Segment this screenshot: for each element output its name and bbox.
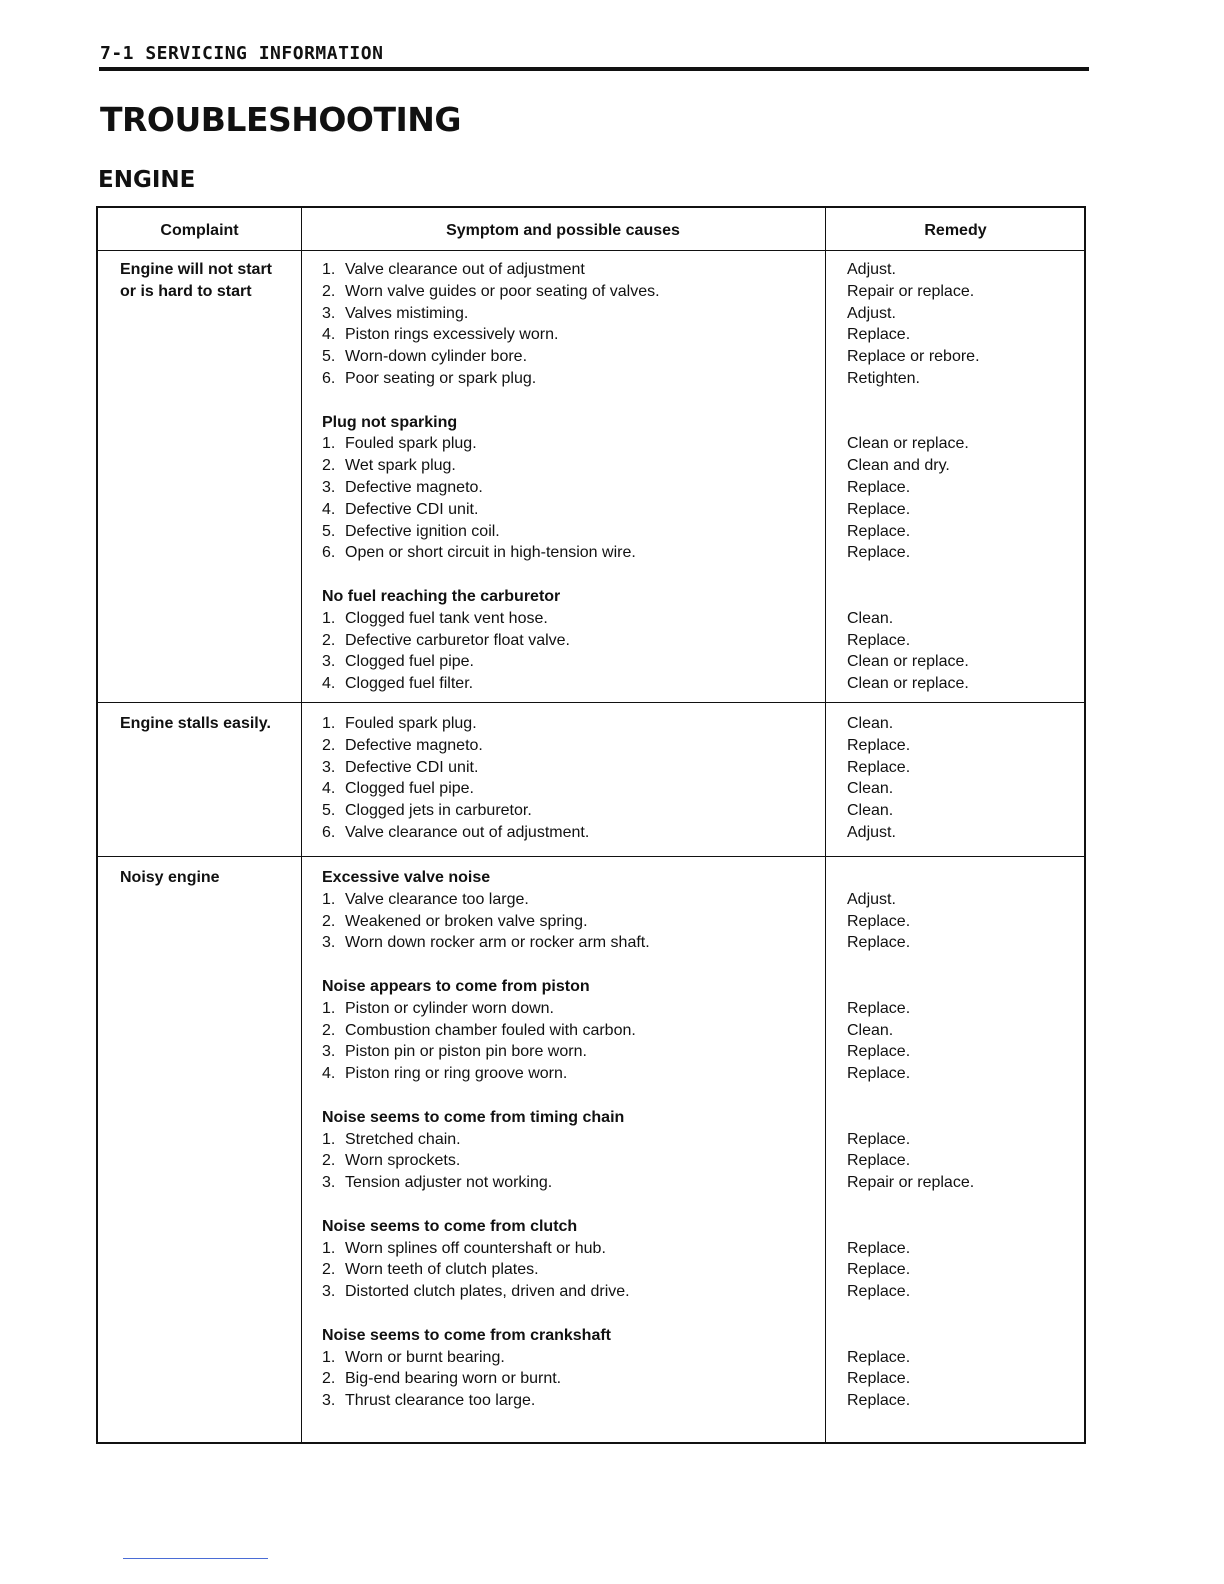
cause-text: Defective ignition coil. bbox=[345, 522, 500, 540]
remedy-list bbox=[847, 867, 1077, 1412]
item-number: 6. bbox=[322, 544, 336, 562]
section-title: ENGINE bbox=[98, 167, 196, 193]
item-number: 3. bbox=[322, 1392, 336, 1410]
remedy-text: Adjust. bbox=[847, 261, 896, 278]
remedy-text: Replace. bbox=[847, 1261, 911, 1279]
item-number: 3. bbox=[322, 304, 336, 322]
remedy-text: Replace. bbox=[847, 1130, 911, 1148]
list-item bbox=[322, 1020, 832, 1042]
cause-text: Stretched chain. bbox=[345, 1130, 461, 1148]
item-number: 4. bbox=[322, 780, 336, 798]
cause-text: Valve clearance out of adjustment bbox=[345, 261, 585, 278]
item-number: 2. bbox=[322, 1261, 336, 1279]
symptom-list bbox=[322, 867, 832, 1412]
remedy-list bbox=[847, 259, 1077, 695]
item-number: 3. bbox=[322, 478, 336, 496]
item-number: 5. bbox=[322, 522, 336, 540]
remedy-spacer bbox=[847, 1325, 1077, 1347]
item-number: 3. bbox=[322, 1043, 336, 1061]
list-item bbox=[322, 499, 832, 521]
cause-text: Valve clearance too large. bbox=[345, 890, 529, 908]
item-number: 2. bbox=[322, 912, 336, 930]
remedy-text: Replace. bbox=[847, 1348, 911, 1366]
list-item bbox=[322, 778, 832, 800]
cause-text: Worn valve guides or poor seating of valves. bbox=[345, 282, 660, 300]
column-header-remedy: Remedy bbox=[924, 222, 987, 239]
spacer bbox=[322, 1085, 832, 1107]
symptom-list bbox=[322, 713, 832, 844]
complaint-text: Engine stalls easily. bbox=[120, 715, 271, 732]
cause-text: Piston rings excessively worn. bbox=[345, 326, 559, 344]
remedy-spacer bbox=[847, 954, 1077, 976]
section-header-label: 7-1 SERVICING INFORMATION bbox=[100, 43, 384, 64]
remedy-text: Retighten. bbox=[847, 369, 920, 387]
list-item bbox=[322, 1172, 832, 1194]
item-number: 1. bbox=[322, 609, 336, 627]
remedy-text: Replace. bbox=[847, 326, 911, 344]
list-item bbox=[322, 1390, 832, 1412]
remedy-text: Replace. bbox=[847, 1065, 911, 1083]
cause-text: Weakened or broken valve spring. bbox=[345, 912, 588, 930]
item-number: 5. bbox=[322, 802, 336, 820]
item-number: 3. bbox=[322, 1174, 336, 1192]
remedy-text: Replace. bbox=[847, 1239, 911, 1257]
cause-text: Defective magneto. bbox=[345, 736, 483, 754]
header-divider bbox=[98, 250, 1084, 251]
remedy-spacer bbox=[847, 412, 1077, 434]
list-item bbox=[322, 259, 832, 281]
list-item bbox=[322, 368, 832, 390]
list-item bbox=[322, 1281, 832, 1303]
cause-text: Piston pin or piston pin bore worn. bbox=[345, 1043, 587, 1061]
remedy-text: Clean or replace. bbox=[847, 653, 969, 671]
list-item bbox=[322, 800, 832, 822]
item-number: 2. bbox=[322, 1370, 336, 1388]
page-title: TROUBLESHOOTING bbox=[100, 100, 461, 139]
remedy-text: Replace. bbox=[847, 999, 911, 1017]
cause-text: Distorted clutch plates, driven and drive. bbox=[345, 1283, 630, 1301]
remedy-text: Clean. bbox=[847, 1021, 894, 1039]
remedy-text: Clean. bbox=[847, 802, 894, 820]
row-divider bbox=[98, 702, 1084, 703]
list-item bbox=[322, 1238, 832, 1260]
list-item bbox=[322, 1041, 832, 1063]
remedy-spacer bbox=[847, 1194, 1077, 1216]
symptom-group-heading: No fuel reaching the carburetor bbox=[322, 587, 561, 605]
cause-text: Worn down rocker arm or rocker arm shaft. bbox=[345, 934, 650, 952]
cause-text: Worn teeth of clutch plates. bbox=[345, 1261, 539, 1279]
item-number: 1. bbox=[322, 1130, 336, 1148]
remedy-spacer bbox=[847, 390, 1077, 412]
remedy-text: Replace. bbox=[847, 544, 911, 562]
list-item bbox=[322, 630, 832, 652]
cause-text: Defective CDI unit. bbox=[345, 500, 479, 518]
list-item bbox=[322, 324, 832, 346]
list-item bbox=[322, 346, 832, 368]
remedy-text: Replace. bbox=[847, 1370, 911, 1388]
spacer bbox=[322, 1303, 832, 1325]
remedy-list bbox=[847, 713, 1077, 844]
cause-text: Valve clearance out of adjustment. bbox=[345, 823, 590, 841]
remedy-text: Replace. bbox=[847, 1283, 911, 1301]
item-number: 2. bbox=[322, 1152, 336, 1170]
cause-text: Worn sprockets. bbox=[345, 1152, 461, 1170]
remedy-text: Clean. bbox=[847, 780, 894, 798]
remedy-text: Replace. bbox=[847, 1152, 911, 1170]
complaint-text: Noisy engine bbox=[120, 869, 220, 886]
cause-text: Combustion chamber fouled with carbon. bbox=[345, 1021, 636, 1039]
item-number: 1. bbox=[322, 890, 336, 908]
complaint-text: Engine will not start or is hard to start bbox=[120, 261, 273, 300]
remedy-text: Adjust. bbox=[847, 304, 896, 322]
cause-text: Fouled spark plug. bbox=[345, 715, 477, 732]
header-rule bbox=[99, 67, 1089, 71]
item-number: 1. bbox=[322, 435, 336, 453]
cause-text: Big-end bearing worn or burnt. bbox=[345, 1370, 562, 1388]
item-number: 4. bbox=[322, 1065, 336, 1083]
spacer bbox=[322, 1194, 832, 1216]
remedy-text: Replace. bbox=[847, 522, 911, 540]
list-item bbox=[322, 713, 832, 735]
spacer bbox=[322, 390, 832, 412]
item-number: 1. bbox=[322, 1239, 336, 1257]
cause-text: Defective CDI unit. bbox=[345, 758, 479, 776]
cause-text: Valves mistiming. bbox=[345, 304, 469, 322]
cause-text: Clogged jets in carburetor. bbox=[345, 802, 532, 820]
list-item bbox=[322, 889, 832, 911]
item-number: 5. bbox=[322, 348, 336, 366]
cause-text: Defective magneto. bbox=[345, 478, 483, 496]
list-item bbox=[322, 521, 832, 543]
cause-text: Defective carburetor float valve. bbox=[345, 631, 570, 649]
item-number: 6. bbox=[322, 823, 336, 841]
list-item bbox=[322, 1368, 832, 1390]
cause-text: Thrust clearance too large. bbox=[345, 1392, 536, 1410]
list-item bbox=[322, 281, 832, 303]
item-number: 2. bbox=[322, 282, 336, 300]
list-item bbox=[322, 735, 832, 757]
item-number: 4. bbox=[322, 675, 336, 693]
list-item bbox=[322, 673, 832, 695]
cause-text: Tension adjuster not working. bbox=[345, 1174, 553, 1192]
list-item bbox=[322, 608, 832, 630]
cause-text: Clogged fuel pipe. bbox=[345, 653, 474, 671]
remedy-text: Replace. bbox=[847, 758, 911, 776]
list-item bbox=[322, 998, 832, 1020]
item-number: 3. bbox=[322, 934, 336, 952]
row-divider bbox=[98, 856, 1084, 857]
symptom-list bbox=[322, 259, 832, 695]
remedy-text: Adjust. bbox=[847, 890, 896, 908]
cause-text: Piston ring or ring groove worn. bbox=[345, 1065, 568, 1083]
symptom-group-heading: Excessive valve noise bbox=[322, 869, 491, 886]
cause-text: Open or short circuit in high-tension wire. bbox=[345, 544, 636, 562]
footer-rule bbox=[123, 1558, 268, 1559]
item-number: 6. bbox=[322, 369, 336, 387]
list-item bbox=[322, 1150, 832, 1172]
spacer bbox=[322, 954, 832, 976]
remedy-text: Replace. bbox=[847, 500, 911, 518]
item-number: 4. bbox=[322, 500, 336, 518]
remedy-spacer bbox=[847, 564, 1077, 586]
list-item bbox=[322, 1063, 832, 1085]
list-item bbox=[322, 757, 832, 779]
remedy-spacer bbox=[847, 1085, 1077, 1107]
remedy-text: Adjust. bbox=[847, 823, 896, 841]
list-item bbox=[322, 1129, 832, 1151]
cause-text: Clogged fuel filter. bbox=[345, 675, 474, 693]
cause-text: Worn or burnt bearing. bbox=[345, 1348, 505, 1366]
remedy-text: Repair or replace. bbox=[847, 282, 975, 300]
remedy-text: Replace. bbox=[847, 934, 911, 952]
list-item bbox=[322, 303, 832, 325]
remedy-text: Repair or replace. bbox=[847, 1174, 975, 1192]
column-header-complaint: Complaint bbox=[160, 222, 239, 239]
list-item bbox=[322, 932, 832, 954]
list-item bbox=[322, 822, 832, 844]
remedy-text: Replace. bbox=[847, 631, 911, 649]
remedy-text: Replace. bbox=[847, 1043, 911, 1061]
item-number: 4. bbox=[322, 326, 336, 344]
item-number: 2. bbox=[322, 457, 336, 475]
item-number: 1. bbox=[322, 715, 336, 732]
list-item bbox=[322, 542, 832, 564]
cause-text: Worn splines off countershaft or hub. bbox=[345, 1239, 606, 1257]
troubleshooting-table bbox=[96, 206, 1086, 1444]
remedy-text: Clean or replace. bbox=[847, 675, 969, 693]
column-header-symptoms: Symptom and possible causes bbox=[446, 222, 680, 239]
cause-text: Fouled spark plug. bbox=[345, 435, 477, 453]
symptom-group-heading: Noise seems to come from timing chain bbox=[322, 1108, 625, 1126]
remedy-text: Replace. bbox=[847, 1392, 911, 1410]
cause-text: Poor seating or spark plug. bbox=[345, 369, 537, 387]
symptom-group-heading: Plug not sparking bbox=[322, 413, 458, 431]
list-item bbox=[322, 455, 832, 477]
remedy-text: Replace. bbox=[847, 736, 911, 754]
remedy-text: Clean. bbox=[847, 715, 894, 732]
list-item bbox=[322, 1259, 832, 1281]
item-number: 3. bbox=[322, 653, 336, 671]
list-item bbox=[322, 911, 832, 933]
item-number: 2. bbox=[322, 1021, 336, 1039]
remedy-spacer bbox=[847, 586, 1077, 608]
remedy-spacer bbox=[847, 1216, 1077, 1238]
list-item bbox=[322, 477, 832, 499]
cause-text: Wet spark plug. bbox=[345, 457, 456, 475]
remedy-text: Clean and dry. bbox=[847, 457, 950, 475]
list-item bbox=[322, 651, 832, 673]
remedy-text: Clean. bbox=[847, 609, 894, 627]
cause-text: Worn-down cylinder bore. bbox=[345, 348, 528, 366]
remedy-spacer bbox=[847, 976, 1077, 998]
remedy-text: Clean or replace. bbox=[847, 435, 969, 453]
spacer bbox=[322, 564, 832, 586]
symptom-group-heading: Noise seems to come from crankshaft bbox=[322, 1326, 611, 1344]
cause-text: Clogged fuel tank vent hose. bbox=[345, 609, 548, 627]
column-divider bbox=[301, 208, 302, 1442]
list-item bbox=[322, 433, 832, 455]
cause-text: Piston or cylinder worn down. bbox=[345, 999, 554, 1017]
cause-text: Clogged fuel pipe. bbox=[345, 780, 474, 798]
item-number: 3. bbox=[322, 1283, 336, 1301]
item-number: 2. bbox=[322, 736, 336, 754]
item-number: 1. bbox=[322, 999, 336, 1017]
symptom-group-heading: Noise seems to come from clutch bbox=[322, 1217, 578, 1235]
remedy-text: Replace. bbox=[847, 478, 911, 496]
remedy-spacer bbox=[847, 867, 1077, 889]
list-item bbox=[322, 1347, 832, 1369]
item-number: 1. bbox=[322, 1348, 336, 1366]
symptom-group-heading: Noise appears to come from piston bbox=[322, 977, 590, 995]
remedy-spacer bbox=[847, 1303, 1077, 1325]
remedy-text: Replace or rebore. bbox=[847, 348, 980, 366]
remedy-spacer bbox=[847, 1107, 1077, 1129]
item-number: 3. bbox=[322, 758, 336, 776]
item-number: 2. bbox=[322, 631, 336, 649]
remedy-text: Replace. bbox=[847, 912, 911, 930]
item-number: 1. bbox=[322, 261, 336, 278]
